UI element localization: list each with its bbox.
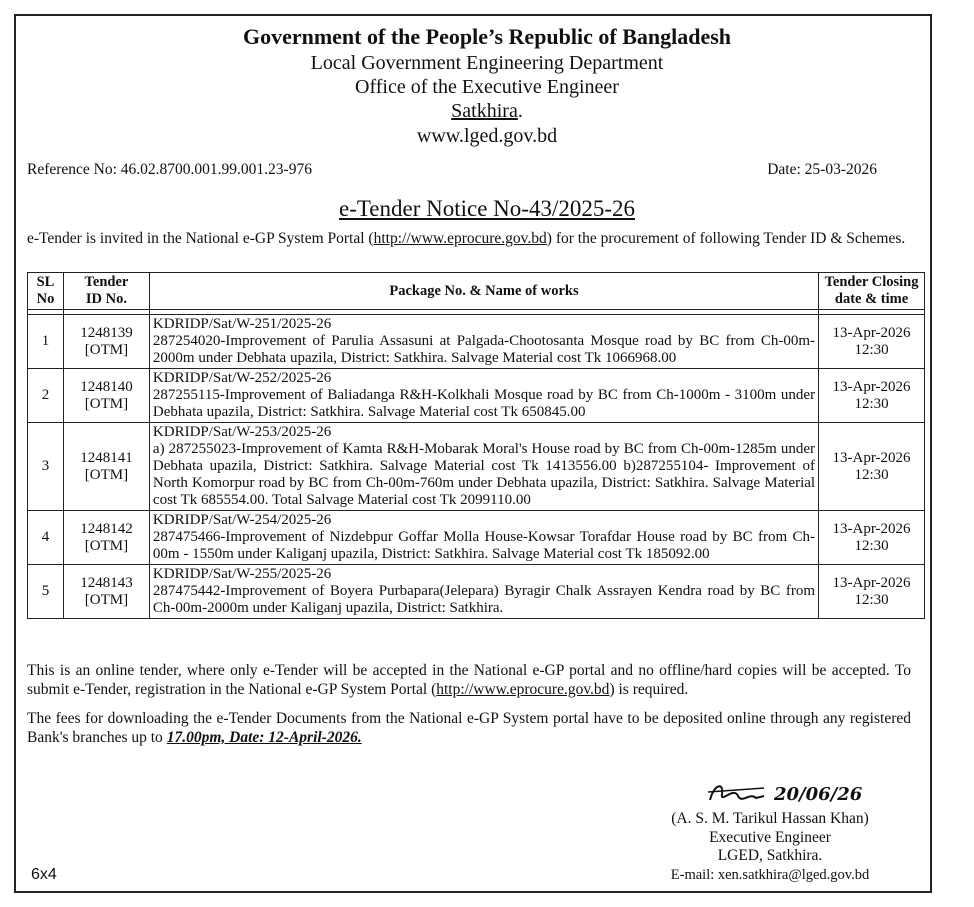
header-tid-l1: Tender (84, 274, 129, 290)
row-tender-id (63, 565, 149, 619)
closing-time: 12:30 (854, 591, 889, 608)
notice-date: Date: 25-03-2026 (767, 161, 877, 178)
signature-scribble (704, 778, 874, 812)
header-package: Package No. & Name of works (149, 273, 818, 310)
intro-paragraph (27, 230, 911, 248)
package-no: KDRIDP/Sat/W-251/2025-26 (152, 316, 332, 332)
tender-method: [OTM] (84, 591, 129, 608)
eprocure-link-2[interactable]: http://www.eprocure.gov.bd (436, 681, 610, 698)
table-row (28, 565, 925, 619)
header-tid-l2: ID No. (85, 291, 127, 307)
para1-text-a: This is an online tender, where only e-Tender will be accepted in the National e-GP portal and no offline/hard copies will be accepted. To submit e-Tender, registration in the National e-GP System Portal ( (27, 662, 911, 698)
district-name: Satkhira (451, 100, 518, 122)
works-description: 287475466-Improvement of Nizdebpur Goffar Molla House-Kowsar Torafdar House road by BC from Ch-00m - 1550m under Kaliganj upazila, District: Satkhira. Salvage Material cost Tk 185092.00 (152, 529, 816, 562)
row-tender-id (63, 315, 149, 369)
closing-date: 13-Apr-2026 (832, 324, 911, 341)
header-tender-id (63, 273, 149, 310)
row-sl: 4 (28, 511, 64, 565)
tender-id: 1248142 (80, 520, 133, 537)
row-works (149, 565, 818, 619)
row-closing (819, 423, 925, 511)
website-heading: www.lged.gov.bd (416, 125, 558, 147)
para1-text-b: ) is required. (609, 681, 689, 698)
header-sl (28, 273, 64, 310)
closing-time: 12:30 (854, 466, 889, 483)
row-works (149, 423, 818, 511)
closing-date: 13-Apr-2026 (832, 378, 911, 395)
intro-text-a: e-Tender is invited in the National e-GP System Portal ( (27, 230, 374, 247)
works-description: 287255115-Improvement of Baliadanga R&H-Kolkhali Mosque road by BC from Ch-1000m - 3100m under Debhata upazila, District: Satkhira. Salvage Material cost Tk 650845.00 (152, 387, 816, 420)
eprocure-link[interactable]: http://www.eprocure.gov.bd (373, 230, 547, 247)
govt-heading: Government of the People’s Republic of Bangladesh (242, 24, 732, 49)
intro-text-b: ) for the procurement of following Tender ID & Schemes. (546, 230, 906, 247)
closing-date: 13-Apr-2026 (832, 520, 911, 537)
row-sl: 5 (28, 565, 64, 619)
table-row (28, 369, 925, 423)
row-tender-id (63, 369, 149, 423)
closing-time: 12:30 (854, 395, 889, 412)
table-row (28, 423, 925, 511)
row-sl: 2 (28, 369, 64, 423)
package-no: KDRIDP/Sat/W-252/2025-26 (152, 370, 332, 386)
tender-method: [OTM] (84, 341, 129, 358)
row-closing (819, 315, 925, 369)
closing-date: 13-Apr-2026 (832, 574, 911, 591)
row-closing (819, 369, 925, 423)
tender-method: [OTM] (84, 537, 129, 554)
package-no: KDRIDP/Sat/W-255/2025-26 (152, 566, 332, 582)
tender-id: 1248139 (80, 324, 133, 341)
table-header-row (28, 273, 925, 310)
row-works (149, 315, 818, 369)
package-no: KDRIDP/Sat/W-253/2025-26 (152, 424, 332, 440)
tender-method: [OTM] (84, 466, 129, 483)
table-row (28, 315, 925, 369)
row-sl: 1 (28, 315, 64, 369)
tender-method: [OTM] (84, 395, 129, 412)
deadline-text: 17.00pm, Date: 12-April-2026. (166, 729, 362, 746)
header-sl-l2: No (36, 291, 55, 307)
works-description: 287475442-Improvement of Boyera Purbapara(Jelepara) Byragir Chalk Assrayen Kendra road by BC from Ch-00m-2000m under Kaliganj upazila, District: Satkhira. (152, 583, 816, 616)
para2-text: The fees for downloading the e-Tender Documents from the National e-GP System portal have to be deposited online through any registered Bank's branches up to (27, 710, 911, 746)
package-no: KDRIDP/Sat/W-254/2025-26 (152, 512, 332, 528)
notice-title: e-Tender Notice No-43/2025-26 (338, 196, 635, 221)
online-tender-paragraph (27, 661, 911, 699)
row-works (149, 511, 818, 565)
row-closing (819, 511, 925, 565)
header-close-l1: Tender Closing (824, 274, 919, 290)
header-close-l2: date & time (834, 291, 909, 307)
department-heading: Local Government Engineering Department (310, 52, 664, 74)
signatory-email: E-mail: xen.satkhira@lged.gov.bd (670, 867, 870, 883)
closing-date: 13-Apr-2026 (832, 449, 911, 466)
district-heading (0, 100, 974, 123)
works-description: a) 287255023-Improvement of Kamta R&H-Mobarak Moral's House road by BC from Ch-00m-1285m under Debhata upazila, District: Satkhira. Salvage Material cost Tk 1413556.00 b)287255104- Improvement of North Komorpur road by BC from Ch-00m-760m under Debhata upazila, District: Satkhira. Salvage Material cost Tk 685554.00. Total Salvage Material cost Tk 2099110.00 (152, 441, 816, 508)
tender-table (27, 272, 925, 619)
signatory-name: (A. S. M. Tarikul Hassan Khan) (671, 810, 869, 827)
size-code: 6x4 (31, 866, 57, 883)
table-row (28, 511, 925, 565)
closing-time: 12:30 (854, 341, 889, 358)
signature-date: 20/06/26 (774, 784, 863, 805)
district-suffix: . (517, 100, 523, 122)
row-closing (819, 565, 925, 619)
works-description: 287254020-Improvement of Parulia Assasuni at Palgada-Chootosanta Mosque road by BC from Ch-00m-2000m under Debhata upazila, District: Satkhira. Salvage Material cost Tk 1066968.00 (152, 333, 816, 366)
office-heading: Office of the Executive Engineer (355, 76, 619, 98)
row-tender-id (63, 511, 149, 565)
tender-id: 1248141 (80, 449, 133, 466)
reference-number: Reference No: 46.02.8700.001.99.001.23-976 (27, 161, 312, 178)
row-tender-id (63, 423, 149, 511)
header-closing (819, 273, 925, 310)
closing-time: 12:30 (854, 537, 889, 554)
row-sl: 3 (28, 423, 64, 511)
signatory-title: Executive Engineer (709, 829, 831, 846)
tender-id: 1248140 (80, 378, 133, 395)
fees-paragraph (27, 709, 911, 747)
row-works (149, 369, 818, 423)
header-sl-l1: SL (36, 274, 55, 290)
tender-id: 1248143 (80, 574, 133, 591)
tender-rows (28, 315, 925, 619)
signatory-office: LGED, Satkhira. (717, 847, 823, 864)
